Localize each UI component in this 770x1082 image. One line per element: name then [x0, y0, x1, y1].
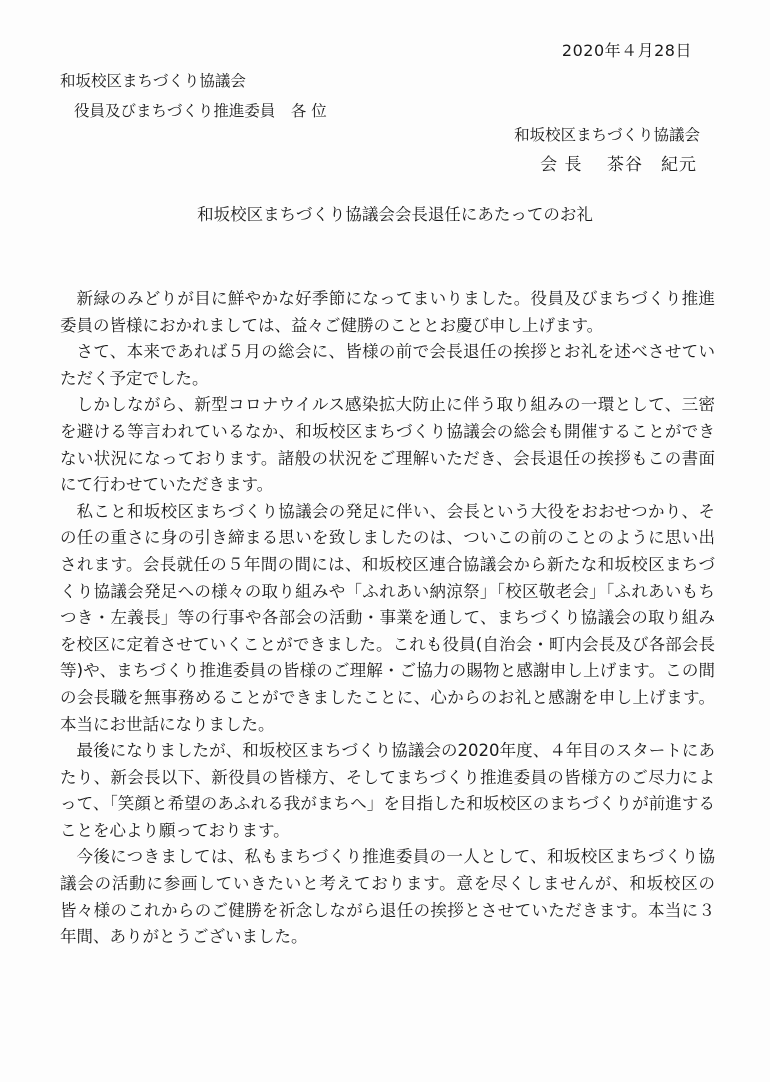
letter-body — [60, 286, 715, 951]
body-paragraph: 私こと和坂校区まちづくり協議会の発足に伴い、会長という大役をおおせつかり、その任の重さに身の引き締まる思いを致しましたのは、ついこの前のことのように思い出されます。会長就任の５年間の間には、和坂校区連合協議会から新たな和坂校区まちづくり協議会発足への様々の取り組みや「ふれあい納涼祭」「校区敬老会」「ふれあいもちつき・左義長」等の行事や各部会の活動・事業を通して、まちづくり協議会の取り組みを校区に定着させていくことができました。これも役員(自治会・町内会長及び各部会長等)や、まちづくり推進委員の皆様のご理解・ご協力の賜物と感謝申し上げます。この間の会長職を無事務めることができましたことに、心からのお礼と感謝を申し上げます。本当にお世話になりました。 — [60, 501, 715, 734]
body-paragraph: しかしながら、新型コロナウイルス感染拡大防止に伴う取り組みの一環として、三密を避ける等言われているなか、和坂校区まちづくり協議会の総会も開催することができない状況になっております。諸般の状況をご理解いただき、会長退任の挨拶もこの書面にて行わせていただきます。 — [60, 395, 715, 495]
body-paragraph: 今後につきましては、私もまちづくり推進委員の一人として、和坂校区まちづくり協議会の活動に参画していきたいと考えております。意を尽くしませんが、和坂校区の皆々様のこれからのご健勝を祈念しながら退任の挨拶とさせていただきます。本当に３年間、ありがとうございました。 — [60, 847, 715, 947]
letter-title: 和坂校区まちづくり協議会会長退任にあたってのお礼 — [197, 205, 593, 224]
addressee-block — [60, 66, 327, 126]
sender-org: 和坂校区まちづくり協議会 — [514, 126, 700, 144]
sender-name: 会 長 茶谷 紀元 — [540, 155, 697, 175]
sender-block — [514, 120, 700, 180]
addressee-org: 和坂校区まちづくり協議会 — [60, 72, 246, 90]
letter-date: 2020年４月28日 — [561, 41, 692, 60]
body-paragraph: 最後になりましたが、和坂校区まちづくり協議会の2020年度、４年目のスタートにあたり、新会長以下、新役員の皆様方、そしてまちづくり推進委員の皆様方のご尽力によって、「笑顔と希望のあふれる我がまちへ」を目指した和坂校区のまちづくりが前進することを心より願っております。 — [60, 741, 715, 840]
body-paragraph: 新緑のみどりが目に鮮やかな好季節になってまいりました。役員及びまちづくり推進委員の皆様におかれましては、益々ご健勝のこととお慶び申し上げます。 — [60, 289, 715, 335]
addressee-recipients: 役員及びまちづくり推進委員 各 位 — [74, 102, 327, 120]
body-paragraph: さて、本来であれば５月の総会に、皆様の前で会長退任の挨拶とお礼を述べさせていただく予定でした。 — [60, 342, 715, 388]
